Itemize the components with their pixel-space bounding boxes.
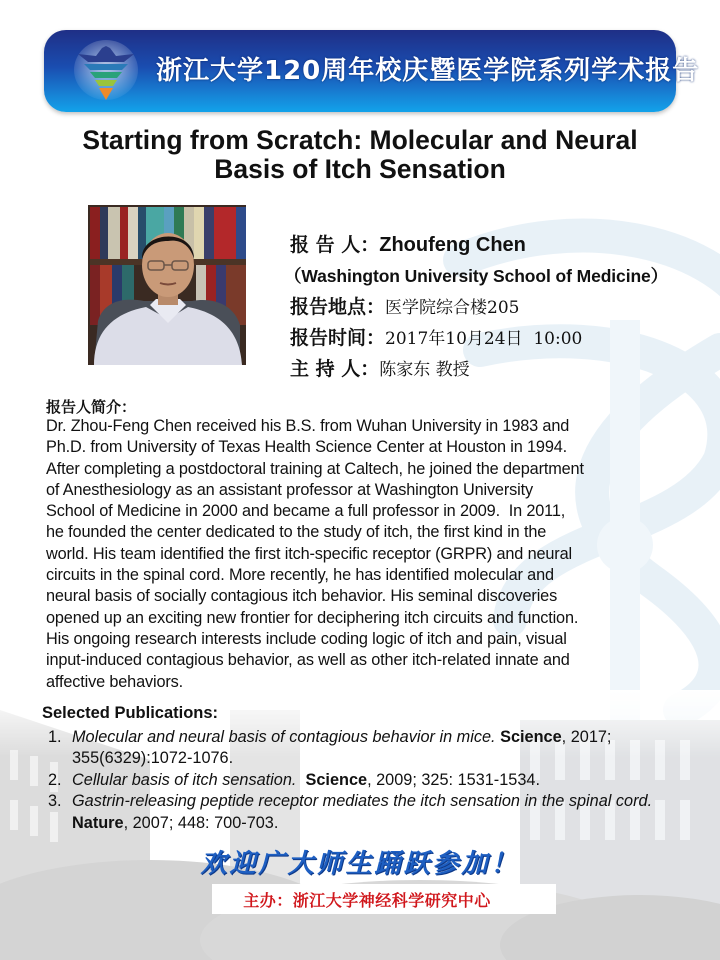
publication-citation: , 2007; 448: 700-703. xyxy=(123,813,279,832)
publication-journal: Science xyxy=(305,770,368,789)
publication-title: Molecular and neural basis of contagious behavior in mice. xyxy=(72,728,496,746)
host-value: 陈家东 教授 xyxy=(379,360,470,380)
publication-journal: Nature xyxy=(72,813,124,832)
bio-line: input-induced contagious behavior, as well as other itch-related innate and xyxy=(46,651,570,670)
publication-title: Cellular basis of itch sensation. xyxy=(72,770,301,789)
location-row xyxy=(290,292,720,323)
bio-line: circuits in the spinal cord. More recently, he has identified molecular and xyxy=(46,566,554,585)
school-emblem-eagle-icon xyxy=(74,40,138,102)
bio-line: Dr. Zhou-Feng Chen received his B.S. from Wuhan University in 1983 and xyxy=(46,417,570,435)
banner-title: 浙江大学120周年校庆暨医学院系列学术报告 xyxy=(156,56,700,86)
speaker-label: 报 告 人： xyxy=(290,234,380,256)
time-value: 2017年10月24日 10:00 xyxy=(385,329,583,349)
publication-item xyxy=(48,791,678,834)
talk-title-line-2: Basis of Itch Sensation xyxy=(214,154,506,184)
publication-citation: , 2017; 355(6329):1072-1076. xyxy=(72,728,612,768)
time-row xyxy=(290,323,720,354)
bio-line: affective behaviors. xyxy=(46,672,183,691)
bio-line: Ph.D. from University of Texas Health Science Center at Houston in 1994. xyxy=(46,438,568,457)
host-row xyxy=(290,354,720,385)
publication-item xyxy=(48,770,678,791)
host-label: 主 持 人： xyxy=(290,358,380,380)
publication-citation: , 2009; 325: 1531-1534. xyxy=(367,770,540,789)
location-label: 报告地点： xyxy=(290,296,386,318)
organizer-text: 主办：浙江大学神经科学研究中心 xyxy=(243,891,491,910)
speaker-portrait xyxy=(84,201,250,369)
welcome-slogan: 欢迎广大师生踊跃参加！ xyxy=(200,849,520,879)
publication-item xyxy=(48,727,678,770)
bio-line: After completing a postdoctoral training at Caltech, he joined the department xyxy=(46,459,584,478)
bio-line: opened up an exciting new frontier for deciphering itch circuits and function. xyxy=(46,608,579,627)
speaker-row xyxy=(290,230,720,261)
publication-journal: Science xyxy=(500,728,562,746)
speaker-affiliation: （Washington University School of Medicine） xyxy=(284,266,669,286)
publication-number: 2. xyxy=(48,770,62,789)
bio-line: of Anesthesiology as an assistant professor at Washington University xyxy=(46,480,533,499)
header-banner xyxy=(44,30,700,112)
publications-heading: Selected Publications: xyxy=(42,704,219,722)
speaker-bio xyxy=(46,416,696,693)
talk-title xyxy=(40,126,680,184)
bio-line: School of Medicine in 2000 and became a full professor in 2009. In 2011, xyxy=(46,502,566,521)
time-label: 报告时间： xyxy=(290,327,386,349)
talk-info xyxy=(284,230,720,385)
speaker-name: Zhoufeng Chen xyxy=(379,234,526,256)
bio-heading: 报告人简介： xyxy=(46,398,137,416)
affiliation-row xyxy=(284,261,720,292)
publication-number: 3. xyxy=(48,792,62,811)
bio-line: he founded the center dedicated to the study of itch, the first kind in the xyxy=(46,523,547,542)
publication-title: Gastrin-releasing peptide receptor mediates the itch sensation in the spinal cord. xyxy=(72,792,653,811)
talk-title-line-1: Starting from Scratch: Molecular and Neural xyxy=(82,125,638,155)
bio-line: His ongoing research interests include coding logic of itch and pain, visual xyxy=(46,629,567,648)
publications-list xyxy=(48,727,678,834)
bio-line: neural basis of socially contagious itch behavior. His seminal discoveries xyxy=(46,587,558,606)
bio-line: world. His team identified the first itch-specific receptor (GRPR) and neural xyxy=(46,544,572,563)
location-value: 医学院综合楼205 xyxy=(385,298,520,318)
publication-number: 1. xyxy=(48,728,62,746)
